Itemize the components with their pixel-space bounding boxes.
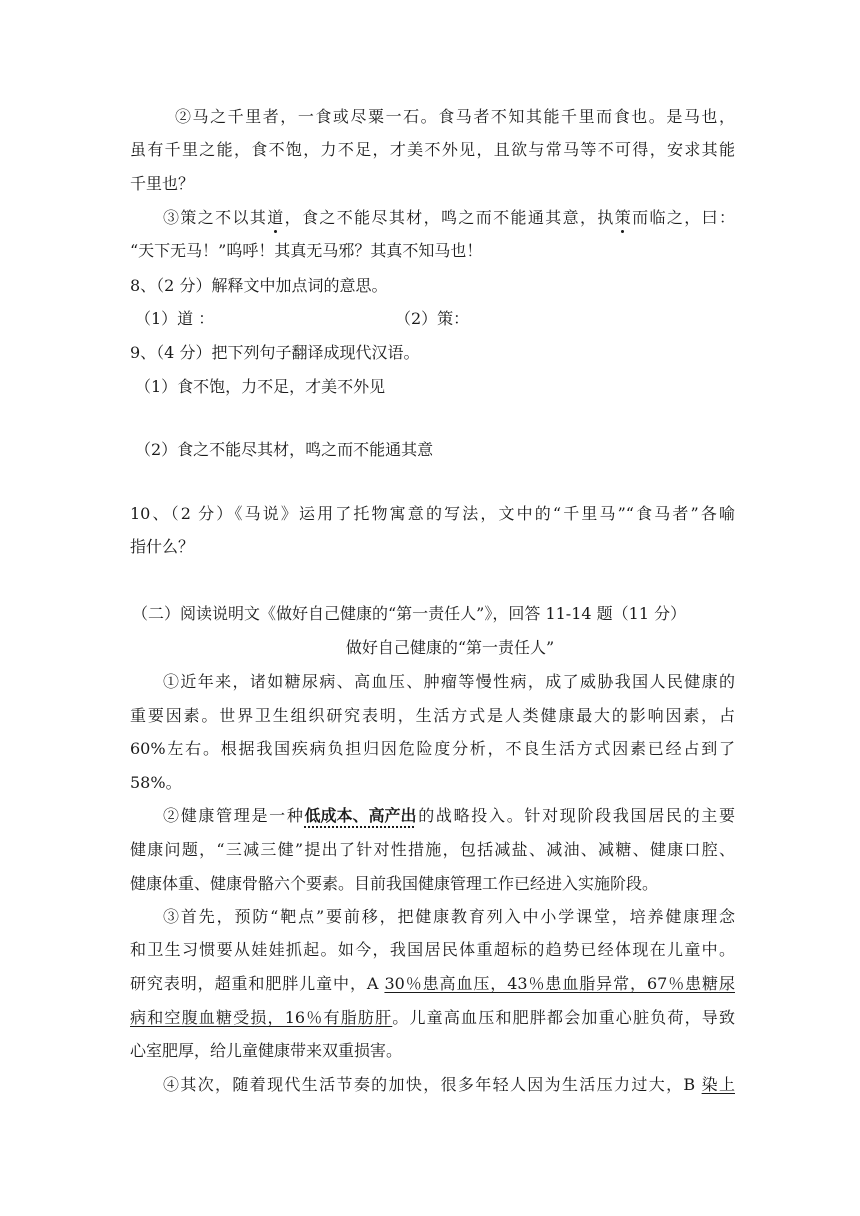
underlined-sentence-b: 染上 bbox=[701, 1075, 735, 1094]
paragraph-text: ③策之不以其 bbox=[163, 208, 268, 227]
article-paragraph-3-line-1: ③首先，预防“靶点”要前移，把健康教育列入中小学课堂，培养健康理念 bbox=[163, 907, 735, 926]
question-9-item-1: （1）食不饱，力不足，才美不外见 bbox=[135, 377, 386, 396]
paragraph-text: ，食之不能尽其材，鸣之而不能通其意，执 bbox=[283, 208, 615, 227]
dotted-phrase: 低成本、高产出 bbox=[304, 806, 417, 825]
question-9: 9、（4 分）把下列句子翻译成现代汉语。 bbox=[130, 343, 420, 362]
article-paragraph-1-line-3: 60%左右。根据我国疾病负担归因危险度分析，不良生活方式因素已经占到了 bbox=[130, 739, 735, 758]
poem-paragraph-2-line-1: ②马之千里者，一食或尽粟一石。食马者不知其能千里而食也。是马也， bbox=[175, 107, 735, 126]
underlined-sentence-a: 30％患高血压，43％患血脂异常，67％患糖尿 bbox=[384, 974, 735, 993]
article-paragraph-4-line-1 bbox=[163, 1075, 735, 1095]
article-paragraph-1-line-1: ①近年来，诸如糖尿病、高血压、肿瘤等慢性病，成了威胁我国人民健康的 bbox=[163, 672, 735, 691]
dotted-word-dao: 道 bbox=[267, 208, 284, 227]
article-paragraph-1-line-2: 重要因素。世界卫生组织研究表明，生活方式是人类健康最大的影响因素，占 bbox=[130, 706, 735, 725]
dotted-word-ce: 策 bbox=[614, 208, 631, 227]
poem-paragraph-2-line-3: 千里也？ bbox=[130, 174, 195, 193]
question-10-line-1: 10、（2 分）《马说》运用了托物寓意的写法，文中的“千里马”“食马者”各喻 bbox=[130, 504, 735, 523]
question-9-item-2: （2）食之不能尽其材，鸣之而不能通其意 bbox=[135, 440, 434, 459]
article-paragraph-3-line-2: 和卫生习惯要从娃娃抓起。如今，我国居民体重超标的趋势已经体现在儿童中。 bbox=[130, 940, 735, 959]
article-paragraph-1-line-4: 58%。 bbox=[130, 773, 182, 792]
question-8: 8、（2 分）解释文中加点词的意思。 bbox=[130, 276, 388, 295]
paragraph-text: ④其次，随着现代生活节奏的加快，很多年轻人因为生活压力过大，B bbox=[163, 1075, 702, 1094]
question-8-item-2: （2）策： bbox=[395, 309, 470, 328]
question-8-item-1: （1）道 ： bbox=[135, 309, 215, 328]
paragraph-text: 的战略投入。针对现阶段我国居民的主要 bbox=[416, 806, 735, 825]
poem-paragraph-3-line-1 bbox=[163, 208, 735, 228]
underlined-sentence-a-cont: 病和空腹血糖受损，16％有脂肪肝 bbox=[130, 1008, 393, 1027]
article-paragraph-2-line-3: 健康体重、健康骨骼六个要素。目前我国健康管理工作已经进入实施阶段。 bbox=[130, 874, 659, 893]
paragraph-text: 。儿童高血压和肥胖都会加重心脏负荷，导致 bbox=[392, 1008, 735, 1027]
paragraph-text: 而临之，曰： bbox=[630, 208, 735, 227]
article-title: 做好自己健康的“第一责任人” bbox=[345, 638, 555, 657]
paragraph-text: 研究表明，超重和肥胖儿童中，A bbox=[130, 974, 385, 993]
poem-paragraph-3-line-2: “天下无马！”呜呼！其真无马邪？其真不知马也！ bbox=[130, 241, 483, 260]
article-paragraph-2-line-1 bbox=[163, 806, 735, 826]
article-paragraph-3-line-4 bbox=[130, 1008, 735, 1028]
question-10-line-2: 指什么？ bbox=[130, 537, 195, 556]
section-2-heading: （二）阅读说明文《做好自己健康的“第一责任人”》，回答 11-14 题（11 分） bbox=[132, 604, 687, 623]
article-paragraph-2-line-2: 健康问题，“三减三健”提出了针对性措施，包括减盐、减油、减糖、健康口腔、 bbox=[130, 840, 735, 859]
paragraph-text: ②健康管理是一种 bbox=[163, 806, 305, 825]
article-paragraph-3-line-5: 心室肥厚，给儿童健康带来双重损害。 bbox=[130, 1041, 403, 1060]
poem-paragraph-2-line-2: 虽有千里之能，食不饱，力不足，才美不外见，且欲与常马等不可得，安求其能 bbox=[130, 140, 735, 159]
article-paragraph-3-line-3 bbox=[130, 974, 735, 994]
